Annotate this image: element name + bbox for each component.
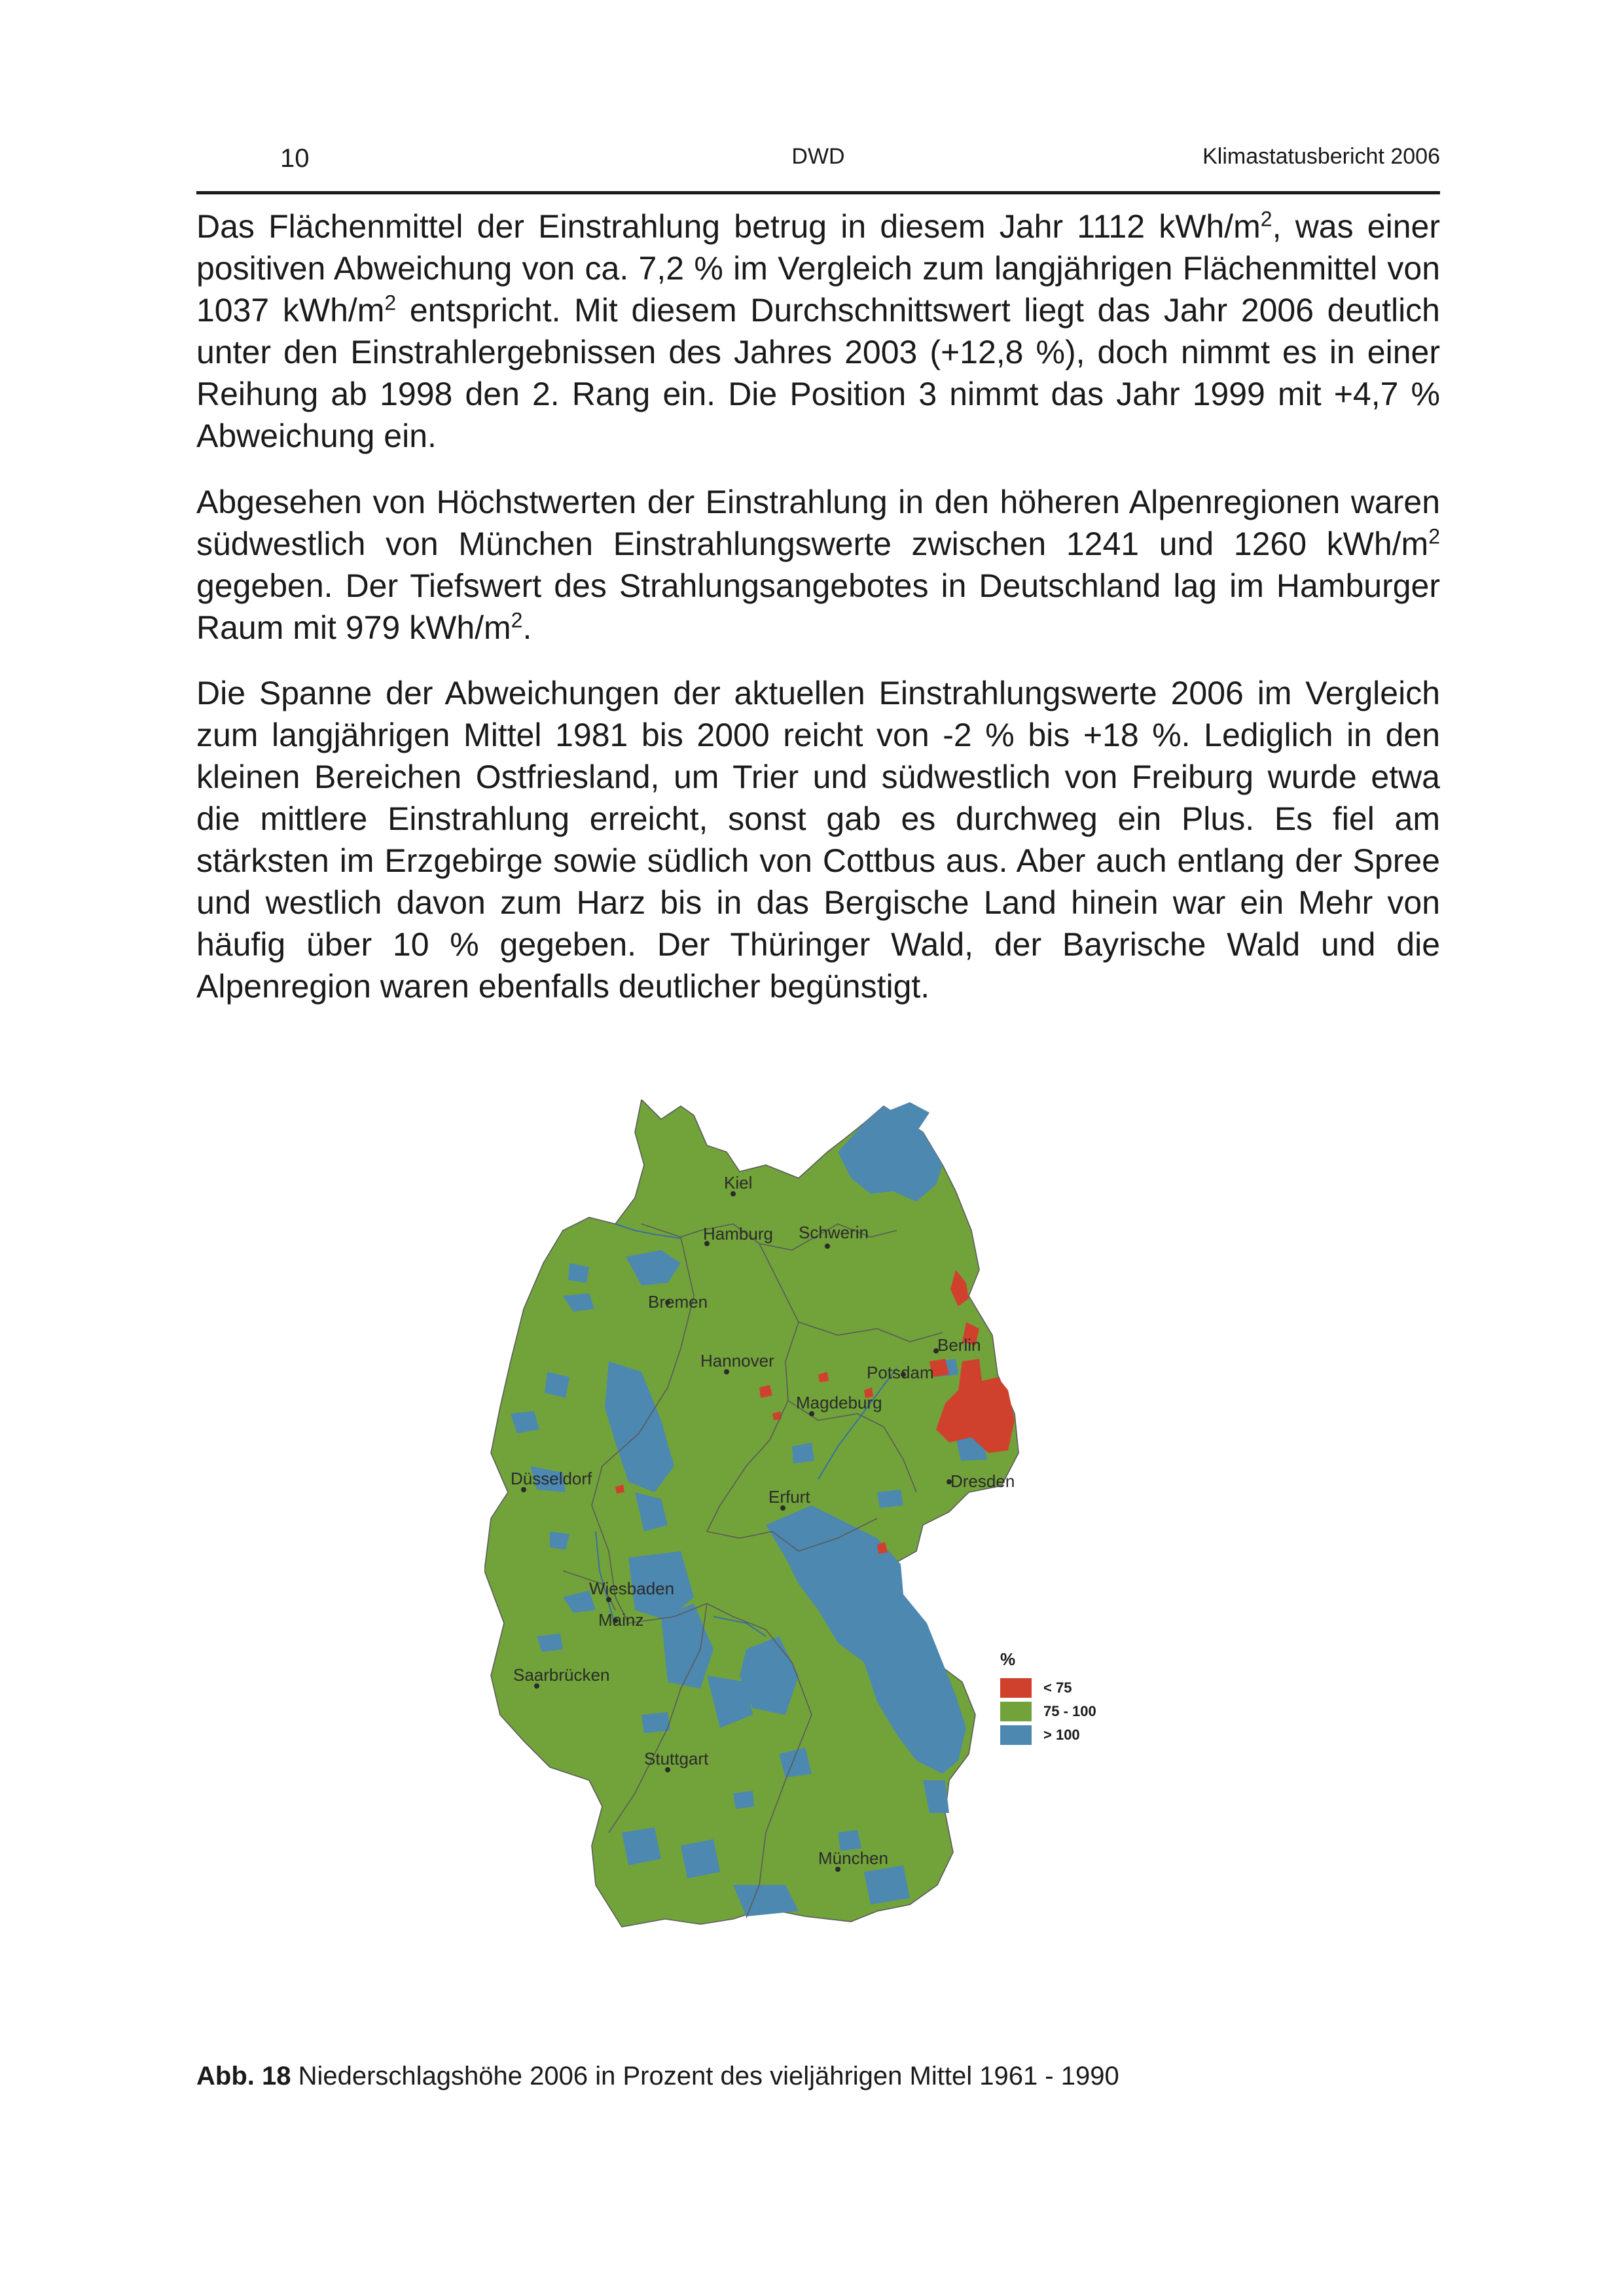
page-header: [196, 144, 1440, 186]
legend-label-high: > 100: [1043, 1727, 1080, 1743]
city-label-berlin: Berlin: [937, 1335, 981, 1355]
paragraph-2: [196, 481, 1440, 649]
superscript: 2: [511, 608, 523, 632]
city-label-hannover: Hannover: [700, 1351, 774, 1371]
city-label-hamburg: Hamburg: [703, 1224, 773, 1244]
legend-swatch-high: [1000, 1725, 1032, 1745]
germany-precipitation-map: [484, 1100, 1165, 1996]
map-legend: [1000, 1649, 1131, 1747]
city-label-stuttgart: Stuttgart: [644, 1749, 709, 1768]
city-label-schwerin: Schwerin: [799, 1223, 869, 1242]
legend-label-low: < 75: [1043, 1679, 1072, 1696]
city-label-kiel: Kiel: [724, 1173, 753, 1193]
caption-label: Abb. 18: [196, 2062, 291, 2090]
city-label-erfurt: Erfurt: [768, 1487, 810, 1507]
city-label-dresden: Dresden: [950, 1471, 1015, 1491]
p2-text-c: .: [522, 609, 532, 646]
city-label-wiesbaden: Wiesbaden: [589, 1579, 675, 1598]
legend-swatch-mid: [1000, 1702, 1032, 1721]
p2-text-b: gegeben. Der Tiefswert des Strahlungsangebotes in Deutschland lag im Hamburger Raum mit 979 kWh/m: [196, 567, 1440, 646]
legend-item-high: [1000, 1723, 1131, 1747]
city-label-magdeburg: Magdeburg: [796, 1393, 882, 1412]
city-label-mainz: Mainz: [598, 1610, 644, 1630]
paragraph-3: Die Spanne der Abweichungen der aktuellen Einstrahlungswerte 2006 im Vergleich zum langjährigen Mittel 1981 bis 2000 reicht von -2 % bis +18 %. Lediglich in den kleinen Bereichen Ostfriesland, um Trier und südwestlich von Freiburg wurde etwa die mittlere Einstrahlung erreicht, sonst gab es durchweg ein Plus. Es fiel am stärksten im Erzgebirge sowie südlich von Cottbus aus. Aber auch entlang der Spree und westlich davon zum Harz bis in das Bergische Land hinein war ein Mehr von häufig über 10 % gegeben. Der Thüringer Wald, der Bayrische Wald und die Alpenregion waren ebenfalls deutlicher begünstigt.: [196, 675, 1440, 1005]
header-report-title: Klimastatusbericht 2006: [1202, 144, 1440, 169]
legend-item-mid: [1000, 1700, 1131, 1723]
city-label-saarbruecken: Saarbrücken: [513, 1665, 610, 1685]
paragraph-1: [196, 206, 1440, 457]
legend-swatch-low: [1000, 1678, 1032, 1698]
legend-label-mid: 75 - 100: [1043, 1703, 1096, 1719]
city-label-muenchen: München: [818, 1848, 888, 1868]
header-publisher: DWD: [791, 144, 845, 169]
p1-text-a: Das Flächenmittel der Einstrahlung betrug in diesem Jahr 1112 kWh/m: [196, 208, 1261, 245]
city-label-bremen: Bremen: [648, 1292, 708, 1312]
city-label-potsdam: Potsdam: [867, 1363, 934, 1382]
caption-text: Niederschlagshöhe 2006 in Prozent des vieljährigen Mittel 1961 - 1990: [291, 2062, 1119, 2090]
legend-title: %: [1000, 1649, 1016, 1669]
p1-text-c: entspricht. Mit diesem Durchschnittswert liegt das Jahr 2006 deutlich unter den Einstrahlergebnissen des Jahres 2003 (+12,8 %), doch nimmt es in einer Reihung ab 1998 den 2. Rang ein. Die Position 3 nimmt das Jahr 1999 mit +4,7 % Abweichung ein.: [196, 292, 1440, 454]
superscript: 2: [384, 291, 397, 315]
p2-text-a: Abgesehen von Höchstwerten der Einstrahlung in den höheren Alpenregionen waren südwestlich von München Einstrahlungswerte zwischen 1241 und 1260 kWh/m: [196, 484, 1440, 562]
superscript: 2: [1260, 207, 1272, 231]
header-rule: [196, 191, 1440, 194]
page-number: 10: [280, 144, 310, 173]
p1-text-b: , was einer positiven Abweichung von ca. 7,2 % im Vergleich zum langjährigen Flächenmittel von 1037 kWh/m: [196, 208, 1440, 329]
figure-caption: [196, 2062, 1119, 2091]
city-label-duesseldorf: Düsseldorf: [511, 1469, 592, 1488]
superscript: 2: [1428, 524, 1440, 548]
legend-item-low: [1000, 1676, 1131, 1700]
